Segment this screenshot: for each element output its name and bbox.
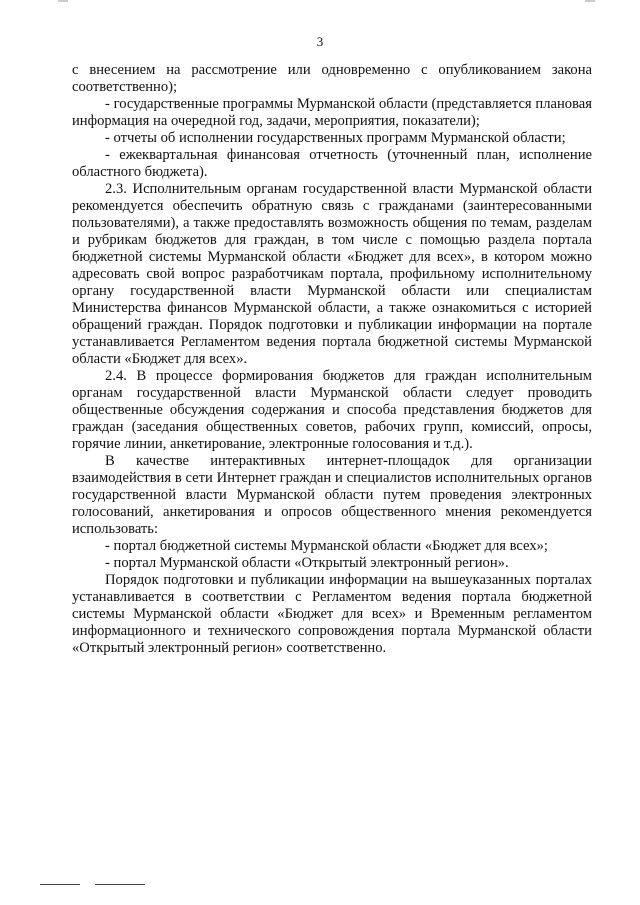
paragraph-section-2-3: 2.3. Исполнительным органам государственной власти Мурманской области рекомендуется обеспечить обратную связь с гражданами (заинтересованными пользователями), а также предоставлять возможность общения по темам, разделам и рубрикам бюджетов для граждан, в том числе с помощью раздела портала бюджетной системы Мурманской области «Бюджет для всех», в котором можно адресовать свой вопрос разработчикам портала, профильному исполнительному органу государственной власти Мурманской области или специалистам Министерства финансов Мурманской области, а также ознакомиться с историей обращений граждан. Порядок подготовки и публикации информации на портале устанавливается Регламентом ведения портала бюджетной системы Мурманской области «Бюджет для всех».	[72, 181, 592, 367]
paragraph: Порядок подготовки и публикации информации на вышеуказанных порталах устанавливается в соответствии с Регламентом ведения портала бюджетной системы Мурманской области «Бюджет для всех» и Временным регламентом информационного и технического сопровождения портала Мурманской области «Открытый электронный регион» соответственно.	[72, 572, 592, 656]
paragraph-list-item: - портал Мурманской области «Открытый электронный регион».	[105, 555, 509, 571]
footer-divider	[40, 884, 80, 885]
paragraph-list-item: - портал бюджетной системы Мурманской области «Бюджет для всех»;	[105, 538, 548, 554]
footer-divider	[95, 884, 145, 885]
scan-corner-mark	[58, 0, 68, 2]
paragraph-list-item: - государственные программы Мурманской области (представляется плановая информация на очередной год, задачи, мероприятия, показатели);	[72, 96, 592, 129]
document-body	[72, 62, 592, 657]
paragraph-list-item: - ежеквартальная финансовая отчетность (уточненный план, исполнение областного бюджета).	[72, 147, 592, 180]
paragraph: с внесением на рассмотрение или одновременно с опубликованием закона соответственно);	[72, 62, 592, 95]
page-number: 3	[316, 34, 324, 49]
paragraph-list-item: - отчеты об исполнении государственных программ Мурманской области;	[105, 130, 566, 146]
scan-corner-mark	[585, 0, 595, 2]
paragraph: В качестве интерактивных интернет-площадок для организации взаимодействия в сети Интернет граждан и специалистов исполнительных органов государственной власти Мурманской области путем проведения электронных голосований, анкетирования и опросов общественного мнения рекомендуется использовать:	[72, 453, 592, 537]
paragraph-section-2-4: 2.4. В процессе формирования бюджетов для граждан исполнительным органам государственной власти Мурманской области следует проводить общественные обсуждения содержания и способа представления бюджетов для граждан (заседания общественных советов, рабочих групп, комиссий, опросы, горячие линии, анкетирование, электронные голосования и т.д.).	[72, 368, 592, 452]
